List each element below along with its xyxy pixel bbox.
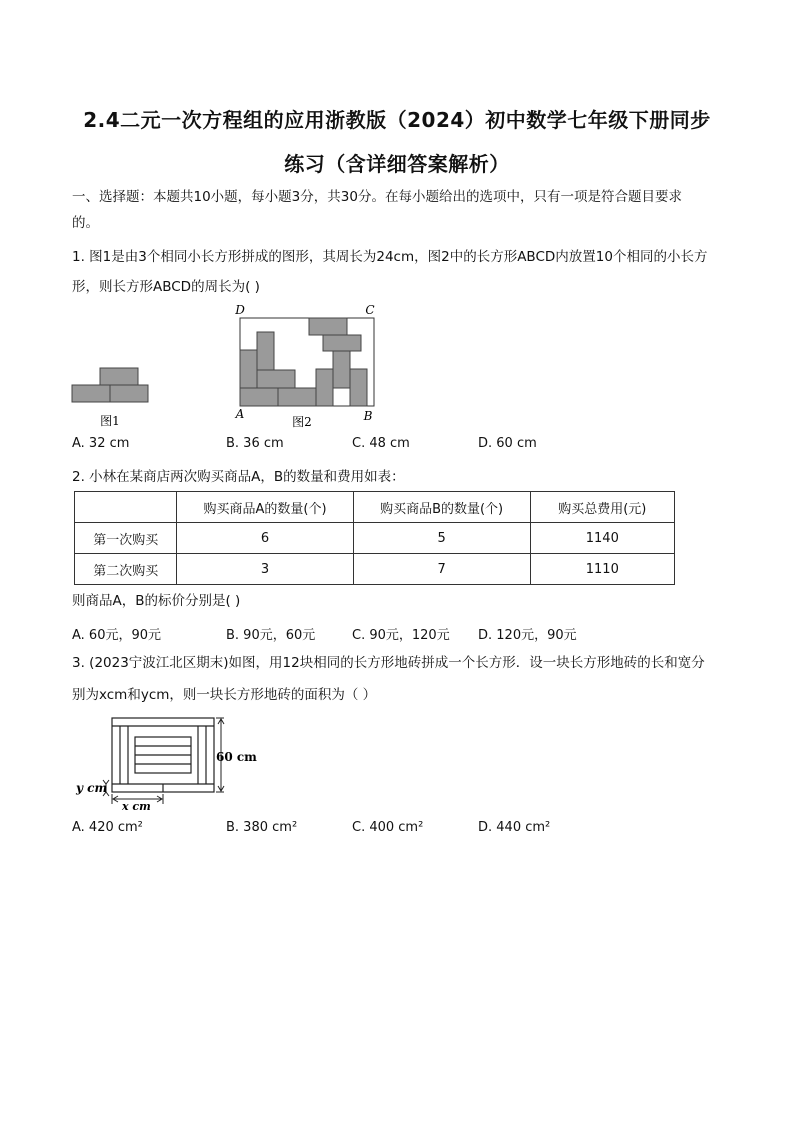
fig1-rect — [100, 368, 138, 385]
fig2-rect — [240, 350, 257, 388]
table-cell: 第二次购买 — [75, 554, 177, 585]
fig2-rect — [309, 318, 347, 335]
table-cell: 1140 — [530, 523, 674, 554]
fig2-rect — [257, 370, 295, 388]
q2-question: 则商品A，B的标价分别是( ) — [72, 593, 241, 609]
table-cell: 第一次购买 — [75, 523, 177, 554]
y-label: y cm — [76, 781, 108, 795]
q1-option-b[interactable]: B. 36 cm — [226, 436, 284, 451]
q1-stem: 1. 图1是由3个相同小长方形拼成的图形，其周长为24cm，图2中的长方形ABCD内放置10个相同的小长方 — [72, 249, 708, 265]
q1-figure-1 — [70, 360, 152, 430]
fig2-rect — [240, 388, 278, 406]
fig2-rect — [333, 351, 350, 388]
table-header-row — [75, 492, 675, 523]
fig1-rect — [72, 385, 110, 402]
fig2-rect — [278, 388, 316, 406]
q3-option-b[interactable]: B. 380 cm² — [226, 820, 298, 835]
q2-option-d[interactable]: D. 120元，90元 — [478, 628, 577, 643]
q1-option-d[interactable]: D. 60 cm — [478, 436, 537, 451]
q1-figure-2 — [228, 298, 388, 432]
q3-figure — [72, 712, 272, 812]
fig2-label: 图2 — [292, 415, 312, 429]
fig2-rect — [350, 369, 367, 406]
table-cell: 7 — [353, 554, 530, 585]
doc-title-line1: 2.4二元一次方程组的应用浙教版（2024）初中数学七年级下册同步 — [83, 108, 711, 132]
doc-title-line2: 练习（含详细答案解析） — [284, 152, 510, 176]
fig2-rect — [323, 335, 361, 351]
q3-option-a[interactable]: A. 420 cm² — [72, 820, 143, 835]
table-header-cell: 购买商品B的数量(个) — [353, 492, 530, 523]
table-header-cell — [75, 492, 177, 523]
table-cell: 5 — [353, 523, 530, 554]
fig2-rect — [316, 369, 333, 406]
q2-option-b[interactable]: B. 90元，60元 — [226, 628, 316, 643]
q1-option-a[interactable]: A. 32 cm — [72, 436, 130, 451]
section-heading: 一、选择题：本题共10小题，每小题3分，共30分。在每小题给出的选项中，只有一项是符合题目要求 — [72, 189, 682, 205]
q1-stem-cont: 形，则长方形ABCD的周长为( ) — [72, 279, 260, 295]
table-cell: 6 — [177, 523, 353, 554]
x-label: x cm — [122, 800, 151, 812]
height-label: 60 cm — [216, 750, 257, 764]
q2-table — [74, 491, 675, 585]
fig1-rect — [110, 385, 148, 402]
section-heading-cont: 的。 — [72, 215, 99, 231]
table-row — [75, 523, 675, 554]
table-cell: 3 — [177, 554, 353, 585]
q3-stem-cont: 别为xcm和ycm，则一块长方形地砖的面积为（ ） — [72, 687, 377, 703]
fig2-corner-c: C — [365, 303, 375, 317]
fig2-corner-d: D — [235, 303, 245, 317]
q3-option-d[interactable]: D. 440 cm² — [478, 820, 551, 835]
q1-option-c[interactable]: C. 48 cm — [352, 436, 410, 451]
q2-stem: 2. 小林在某商店两次购买商品A，B的数量和费用如表： — [72, 469, 405, 485]
table-header-cell: 购买商品A的数量(个) — [177, 492, 353, 523]
q3-option-c[interactable]: C. 400 cm² — [352, 820, 424, 835]
table-cell: 1110 — [530, 554, 674, 585]
q2-option-a[interactable]: A. 60元，90元 — [72, 628, 162, 643]
q2-option-c[interactable]: C. 90元，120元 — [352, 628, 450, 643]
table-row — [75, 554, 675, 585]
fig2-corner-b: B — [363, 409, 373, 423]
q3-stem: 3. (2023宁波江北区期末)如图，用12块相同的长方形地砖拼成一个长方形．设一块长方形地砖的长和宽分 — [72, 655, 705, 671]
table-header-cell: 购买总费用(元) — [530, 492, 674, 523]
fig2-rect — [257, 332, 274, 370]
fig1-label: 图1 — [100, 414, 120, 428]
fig2-corner-a: A — [235, 407, 245, 421]
